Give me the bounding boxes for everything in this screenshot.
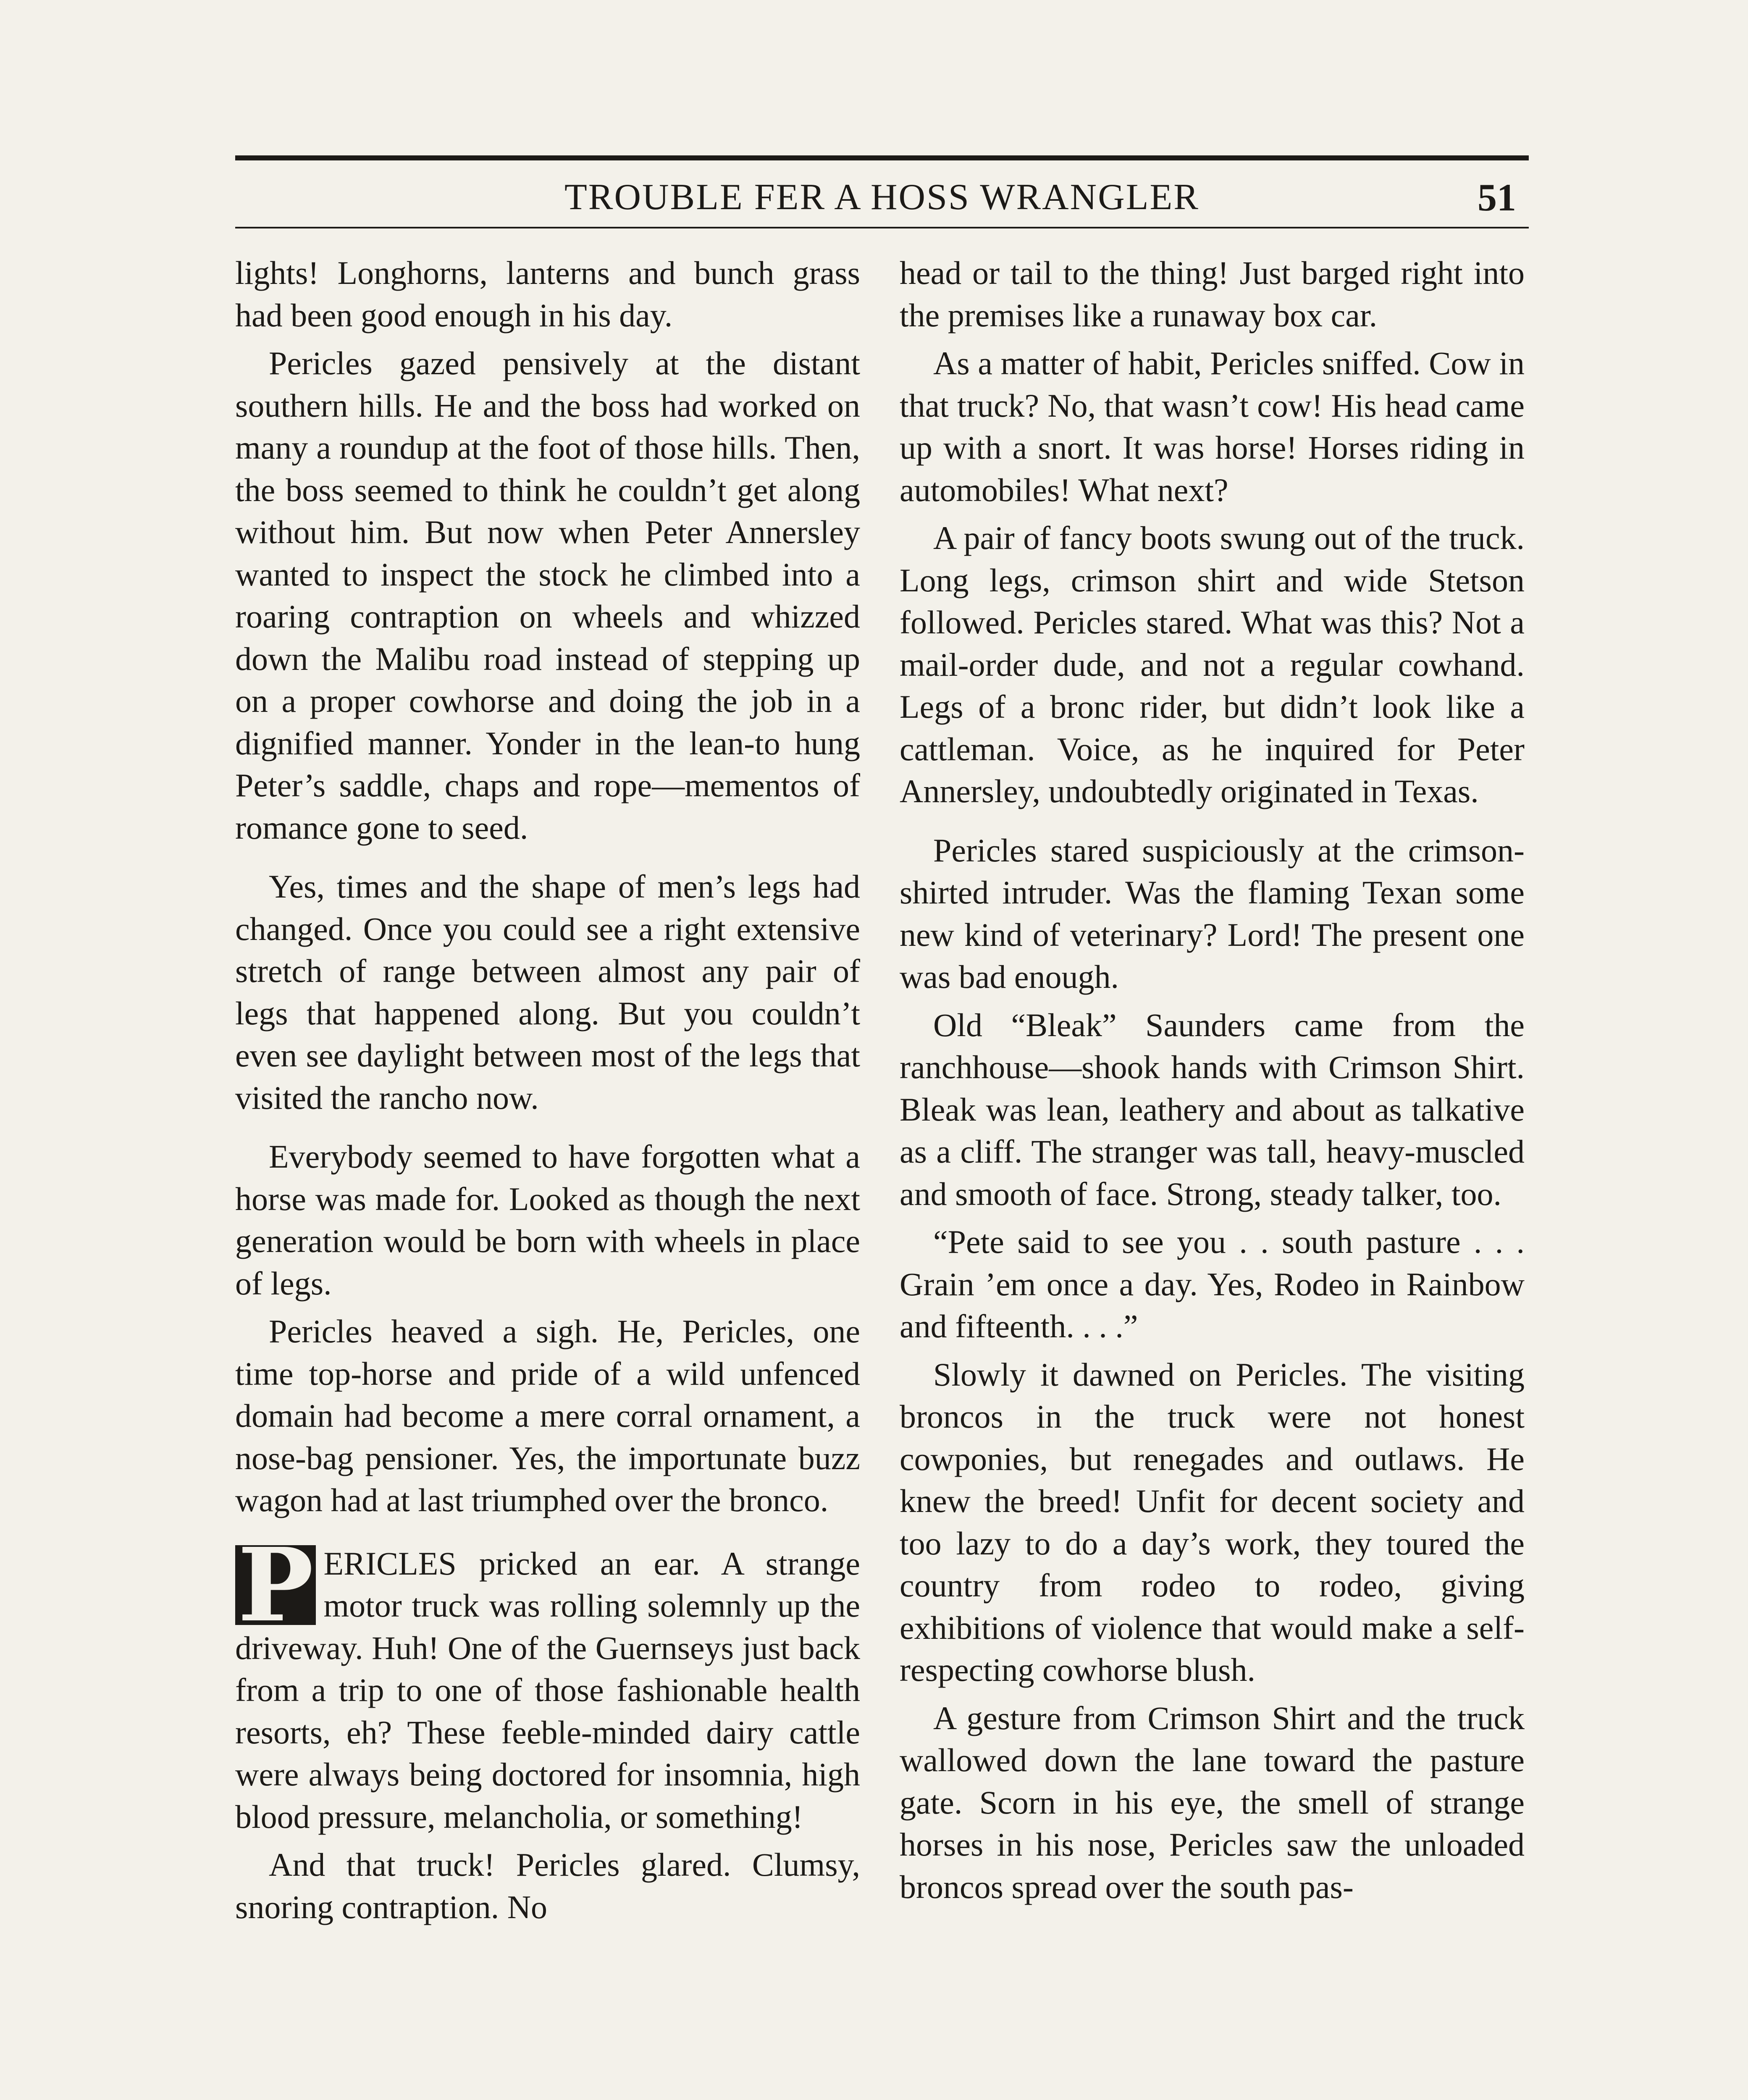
paragraph: Pericles gazed pensively at the distant southern hills. He and the boss had worked on many a roundup at the foot of those hills. Then, the boss seemed to think he couldn’t get along without him. But now when Peter Annersley wanted to inspect the stock he climbed into a roaring contraption on wheels and whizzed down the Malibu road instead of stepping up on a proper cowhorse and doing the job in a dignified manner. Yonder in the lean-to hung Peter’s saddle, chaps and rope—mementos of romance gone to seed. bbox=[235, 345, 860, 846]
running-title: TROUBLE FER A HOSS WRANGLER bbox=[564, 177, 1199, 218]
drop-cap: P bbox=[235, 1545, 316, 1625]
page-number: 51 bbox=[1478, 176, 1516, 219]
paragraph: “Pete said to see you . . south pasture . . . Grain ’em once a day. Yes, Rodeo in Rainbow and fifteenth. . . .” bbox=[900, 1223, 1525, 1344]
running-head bbox=[235, 168, 1529, 227]
paragraph: Slowly it dawned on Pericles. The visiting broncos in the truck were not honest cowponies, but renegades and outlaws. He knew the breed! Unfit for decent society and too lazy to do a day’s work, they toured the country from rodeo to rodeo, giving exhibitions of violence that would make a self-respecting cowhorse blush. bbox=[900, 1356, 1525, 1688]
header-rule-bottom bbox=[235, 227, 1529, 228]
right-column bbox=[900, 252, 1525, 1914]
paragraph: A gesture from Crimson Shirt and the truck wallowed down the lane toward the pasture gate. Scorn in his eye, the smell of strange horses in his nose, Pericles saw the unloaded broncos spread over the south pas- bbox=[900, 1699, 1525, 1905]
paragraph: Yes, times and the shape of men’s legs had changed. Once you could see a right extensive stretch of range between almost any pair of legs that happened along. But you couldn’t even see daylight between most of the legs that visited the rancho now. bbox=[235, 868, 860, 1116]
paragraph: As a matter of habit, Pericles sniffed. Cow in that truck? No, that wasn’t cow! His head came up with a snort. It was horse! Horses riding in automobiles! What next? bbox=[900, 345, 1525, 508]
header-rule-top bbox=[235, 155, 1529, 160]
paragraph: Pericles stared suspiciously at the crimson-shirted intruder. Was the flaming Texan some new kind of veterinary? Lord! The present one was bad enough. bbox=[900, 832, 1525, 995]
paragraph: Old “Bleak” Saunders came from the ranchhouse—shook hands with Crimson Shirt. Bleak was lean, leathery and about as talkative as a cliff. The stranger was tall, heavy-muscled and smooth of face. Strong, steady talker, too. bbox=[900, 1006, 1525, 1212]
lead-in-caps: ERICLES bbox=[323, 1545, 457, 1582]
paragraph-text: pricked an ear. A strange motor truck was rolling solemnly up the driveway. Huh! One of the Guernseys just back from a trip to one of those fashionable health resorts, eh? These feeble-minded dairy cattle were always being doctored for insomnia, high blood pressure, melancholia, or something! bbox=[235, 1545, 860, 1835]
paragraph: A pair of fancy boots swung out of the truck. Long legs, crimson shirt and wide Stetson followed. Pericles stared. What was this? Not a mail-order dude, and not a regular cowhand. Legs of a bronc rider, but didn’t look like a cattleman. Voice, as he inquired for Peter Annersley, undoubtedly originated in Texas. bbox=[900, 520, 1525, 809]
section-break-paragraph bbox=[235, 1525, 860, 1838]
paragraph: Everybody seemed to have forgotten what a horse was made for. Looked as though the next generation would be born with wheels in place of legs. bbox=[235, 1138, 860, 1302]
paragraph: head or tail to the thing! Just barged right into the premises like a runaway box car. bbox=[900, 255, 1525, 333]
paragraph: And that truck! Pericles glared. Clumsy, snoring contraption. No bbox=[235, 1846, 860, 1925]
paragraph: lights! Longhorns, lanterns and bunch grass had been good enough in his day. bbox=[235, 255, 860, 333]
paragraph: Pericles heaved a sigh. He, Pericles, one time top-horse and pride of a wild unfenced domain had become a mere corral ornament, a nose-bag pensioner. Yes, the importunate buzz wagon had at last triumphed over the bronco. bbox=[235, 1313, 860, 1518]
left-column bbox=[235, 252, 860, 1934]
